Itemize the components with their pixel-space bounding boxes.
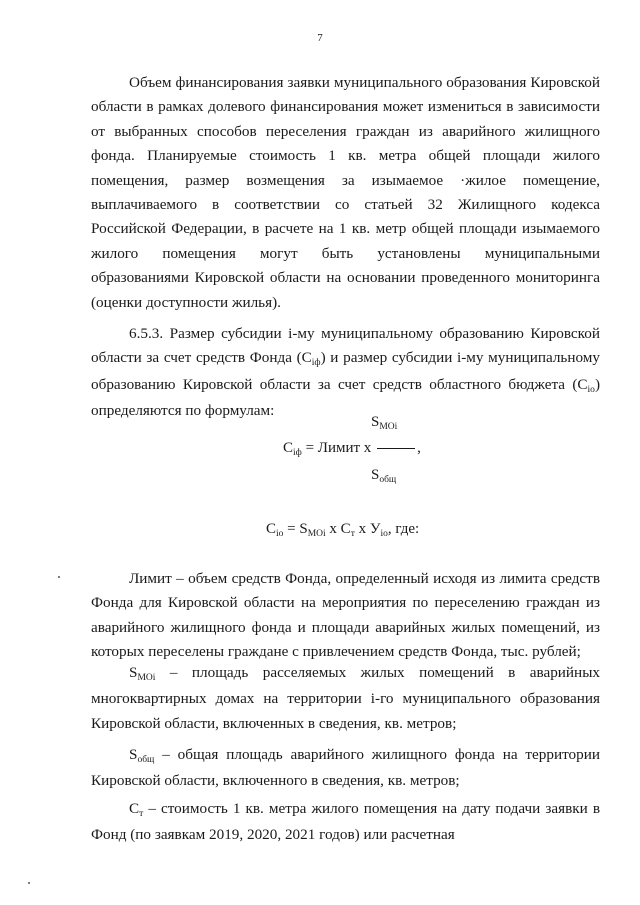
- f1-lhs-base: C: [283, 440, 294, 456]
- formula1-denominator: [371, 467, 396, 484]
- page-number: 7: [317, 32, 323, 44]
- definition-c-t: [91, 797, 600, 848]
- definition-s-obshch: [91, 743, 600, 794]
- f2-c: C: [266, 521, 277, 537]
- p2-text-2: ) и размер субсидии i-му муниципальному образованию Кировской области за счет средств областного бюджета (C: [91, 349, 600, 393]
- d4-text: – стоимость 1 кв. метра жилого помещения на дату подачи заявки в Фонд (по заявкам 2019, 2020, 2021 годов) или расчетная: [91, 800, 600, 844]
- fraction-line: [377, 448, 415, 449]
- f2-u-sub: iо: [380, 529, 388, 539]
- d3-sub: общ: [137, 755, 155, 765]
- p2-sub-2: iо: [587, 384, 595, 395]
- f1-lhs-sub: iф: [293, 448, 302, 458]
- d2-text: – площадь расселяемых жилых помещений в аварийных многоквартирных домах на территории i-го муниципального образования Кировской области, включенных в сведения, кв. метров;: [91, 664, 600, 732]
- f1-den-base: S: [371, 467, 380, 483]
- formula1-main: [283, 440, 421, 457]
- d2-sub: MOi: [137, 673, 156, 683]
- f2-tail: , где:: [387, 521, 420, 537]
- formula2: [266, 521, 419, 538]
- scan-speck: [58, 576, 60, 578]
- f1-den-sub: общ: [379, 475, 397, 485]
- f1-tail: ,: [417, 440, 421, 456]
- scan-speck: [28, 882, 30, 884]
- f2-x2: x У: [354, 521, 381, 537]
- f2-x1: x C: [325, 521, 351, 537]
- paragraph-6-5-3: [91, 322, 600, 424]
- f2-eq: = S: [283, 521, 308, 537]
- f1-num-base: S: [371, 414, 380, 430]
- p2-sub-1: iф: [311, 358, 321, 369]
- d4-sub: т: [139, 809, 144, 819]
- f2-ct-sub: т: [350, 529, 355, 539]
- d3-text: – общая площадь аварийного жилищного фонда на территории Кировской области, включенного в сведения, кв. метров;: [91, 746, 600, 790]
- f1-eq: = Лимит x: [301, 440, 376, 456]
- formula1-numerator: [371, 414, 397, 431]
- f2-s-sub: MOi: [307, 529, 326, 539]
- definition-s-moi: [91, 661, 600, 736]
- f1-num-sub: MOi: [379, 422, 398, 432]
- paragraph-financing: Объем финансирования заявки муниципального образования Кировской области в рамках долевого финансирования может измениться в зависимости от выбранных способов переселения граждан из аварийного жилищного фонда. Планируемые стоимость 1 кв. метра общей площади жилого помещения, размер возмещения за изымаемое ·жилое помещение, выплачиваемого в соответствии со статьей 32 Жилищного кодекса Российской Федерации, в расчете на 1 кв. метр общей площади изымаемого жилого помещения могут быть установлены муниципальными образованиями Кировской области на основании проведенного мониторинга (оценки доступности жилья).: [91, 74, 600, 311]
- f2-c-sub: iо: [276, 529, 284, 539]
- p2-text-1: 6.5.3. Размер субсидии i-му муниципальному образованию Кировской области за счет средств Фонда (C: [91, 325, 600, 367]
- d4-base: C: [129, 800, 140, 817]
- definition-limit: Лимит – объем средств Фонда, определенный исходя из лимита средств Фонда для Кировской области на мероприятия по переселению граждан из аварийного жилищного фонда и площади аварийных жилых помещений, из которых переселены граждане с привлечением средств Фонда, тыс. рублей;: [91, 570, 600, 661]
- d3-base: S: [129, 746, 138, 763]
- d2-base: S: [129, 664, 138, 681]
- p2-text-3: ) определяются по формулам:: [91, 375, 600, 420]
